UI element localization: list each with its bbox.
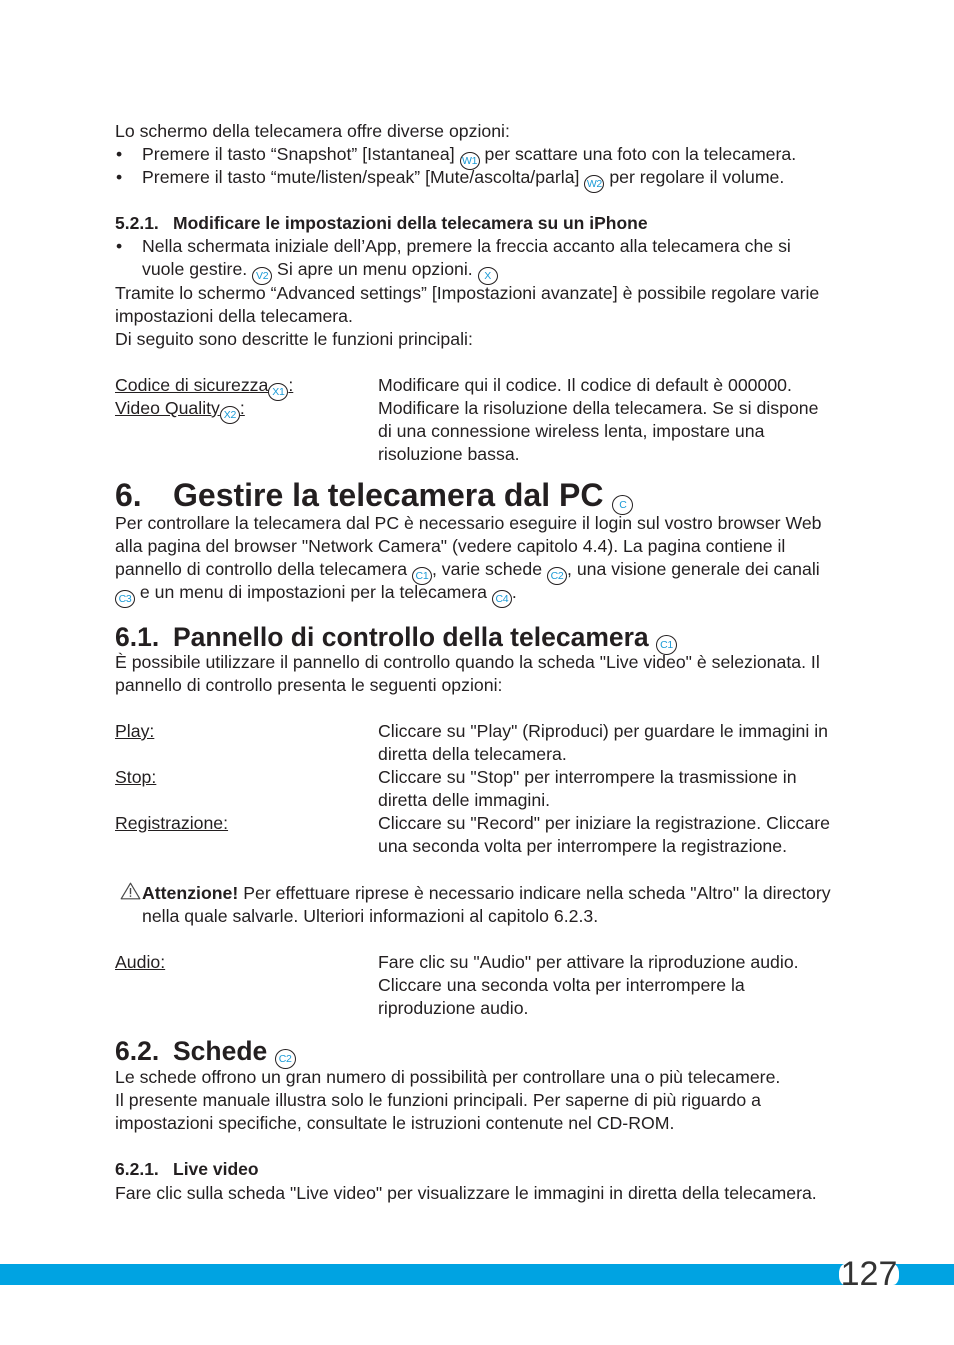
definition-desc: risoluzione bassa. xyxy=(378,444,520,464)
bullet-text-line: Nella schermata iniziale dell’App, premere la freccia accanto alla telecamera che si xyxy=(142,236,791,256)
paragraph-line xyxy=(115,581,517,608)
section-title xyxy=(173,1035,296,1069)
callout-badge-c2: C2 xyxy=(275,1049,296,1069)
definition-desc: Cliccare una seconda volta per interrompere la xyxy=(378,975,745,995)
definition-desc: Cliccare su "Record" per iniziare la registrazione. Cliccare xyxy=(378,813,830,833)
section-number: 6.2.1. xyxy=(115,1159,159,1179)
bullet-text: Premere il tasto “mute/listen/speak” [Mute/ascolta/parla] xyxy=(142,167,580,187)
paragraph-line: Le schede offrono un gran numero di possibilità per controllare una o più telecamere. xyxy=(115,1067,781,1087)
bullet-item-mute xyxy=(142,166,784,193)
definition-term-registrazione: Registrazione: xyxy=(115,813,229,833)
bullet-text: Premere il tasto “Snapshot” [Istantanea] xyxy=(142,144,455,164)
term-label: Codice di sicurezza xyxy=(115,375,269,395)
definition-desc: Cliccare su "Stop" per interrompere la trasmissione in xyxy=(378,767,797,787)
definition-desc: Modificare la risoluzione della telecamera. Se si dispone xyxy=(378,398,819,418)
paragraph-line: impostazioni della telecamera. xyxy=(115,306,353,326)
definition-desc: Cliccare su "Play" (Riproduci) per guardare le immagini in xyxy=(378,721,829,741)
bullet-symbol: • xyxy=(116,167,123,187)
callout-badge-x2: X2 xyxy=(220,406,240,424)
definition-desc: Fare clic su "Audio" per attivare la riproduzione audio. xyxy=(378,952,799,972)
page-number-box xyxy=(836,1255,902,1293)
chapter-title-text: Gestire la telecamera dal PC xyxy=(173,477,604,513)
term-suffix: : xyxy=(288,375,294,395)
section-title-text: Schede xyxy=(173,1036,268,1066)
section-title-text: Pannello di controllo della telecamera xyxy=(173,622,649,652)
paragraph-line: impostazioni specifiche, consultate le istruzioni contenute nel CD-ROM. xyxy=(115,1113,675,1133)
warning-icon xyxy=(120,882,141,900)
callout-badge-c: C xyxy=(612,495,633,515)
paragraph-text: e un menu di impostazioni per la telecamera xyxy=(139,582,487,602)
section-title: Live video xyxy=(173,1159,259,1179)
section-title xyxy=(173,621,677,655)
footer-bar xyxy=(0,1264,954,1285)
callout-badge-c1: C1 xyxy=(412,567,432,585)
bullet-text: per scattare una foto con la telecamera. xyxy=(484,144,797,164)
bullet-text: Si apre un menu opzioni. xyxy=(277,259,473,279)
term-label: Video Quality xyxy=(115,398,220,418)
callout-badge-x: X xyxy=(478,267,498,285)
paragraph-line: pannello di controllo presenta le seguenti opzioni: xyxy=(115,675,503,695)
callout-badge-w2: W2 xyxy=(584,175,604,193)
callout-badge-c3: C3 xyxy=(115,590,135,608)
warning-text: Per effettuare riprese è necessario indicare nella scheda "Altro" la directory xyxy=(243,883,831,903)
paragraph-line: Fare clic sulla scheda "Live video" per visualizzare le immagini in diretta della telecamera. xyxy=(115,1183,817,1203)
term-underlined xyxy=(115,398,245,421)
section-title: Modificare le impostazioni della telecamera su un iPhone xyxy=(173,213,648,233)
section-number: 6.2. xyxy=(115,1036,160,1066)
callout-badge-x1: X1 xyxy=(268,383,288,401)
chapter-title xyxy=(173,475,633,515)
definition-term-audio: Audio: xyxy=(115,952,166,972)
bullet-symbol: • xyxy=(116,144,123,164)
section-number: 6.1. xyxy=(115,622,160,652)
paragraph-line: Per controllare la telecamera dal PC è necessario eseguire il login sul vostro browser Web xyxy=(115,513,822,533)
paragraph-line: Il presente manuale illustra solo le funzioni principali. Per saperne di più riguardo a xyxy=(115,1090,761,1110)
definition-desc: una seconda volta per interrompere la registrazione. xyxy=(378,836,788,856)
callout-badge-c4: C4 xyxy=(492,590,512,608)
definition-desc: diretta della telecamera. xyxy=(378,744,567,764)
callout-badge-w1: W1 xyxy=(460,152,480,170)
definition-desc: diretta delle immagini. xyxy=(378,790,551,810)
warning-label: Attenzione! xyxy=(142,883,239,903)
paragraph-text: . xyxy=(511,582,517,602)
paragraph-line: Di seguito sono descritte le funzioni principali: xyxy=(115,329,473,349)
definition-term-play: Play: xyxy=(115,721,155,741)
callout-badge-c2: C2 xyxy=(547,567,567,585)
section-number: 5.2.1. xyxy=(115,213,159,233)
intro-text: Lo schermo della telecamera offre diverse opzioni: xyxy=(115,121,510,141)
paragraph-text: pannello di controllo della telecamera xyxy=(115,559,408,579)
bullet-symbol: • xyxy=(116,236,123,256)
chapter-number: 6. xyxy=(115,477,142,513)
paragraph-text: , una visione generale dei canali xyxy=(567,559,820,579)
paragraph-line: È possibile utilizzare il pannello di controllo quando la scheda "Live video" è selezionata. Il xyxy=(115,652,820,672)
callout-badge-v2: V2 xyxy=(252,267,272,285)
paragraph-text: , varie schede xyxy=(431,559,543,579)
page-number: 127 xyxy=(840,1255,898,1293)
definition-term-stop: Stop: xyxy=(115,767,157,787)
warning-note xyxy=(142,882,831,905)
bullet-text: per regolare il volume. xyxy=(609,167,785,187)
definition-term xyxy=(115,397,245,424)
callout-badge-c1: C1 xyxy=(656,635,677,655)
bullet-text-line xyxy=(142,258,498,285)
paragraph-line: alla pagina del browser "Network Camera" (vedere capitolo 4.4). La pagina contiene il xyxy=(115,536,786,556)
warning-text: nella quale salvarle. Ulteriori informazioni al capitolo 6.2.3. xyxy=(142,906,599,926)
term-suffix: : xyxy=(239,398,245,418)
definition-desc: riproduzione audio. xyxy=(378,998,529,1018)
definition-desc: Modificare qui il codice. Il codice di default è 000000. xyxy=(378,375,792,395)
paragraph-line: Tramite lo schermo “Advanced settings” [Impostazioni avanzate] è possibile regolare varie xyxy=(115,283,820,303)
definition-desc: di una connessione wireless lenta, impostare una xyxy=(378,421,765,441)
bullet-text: vuole gestire. xyxy=(142,259,248,279)
term-underlined xyxy=(115,375,294,398)
